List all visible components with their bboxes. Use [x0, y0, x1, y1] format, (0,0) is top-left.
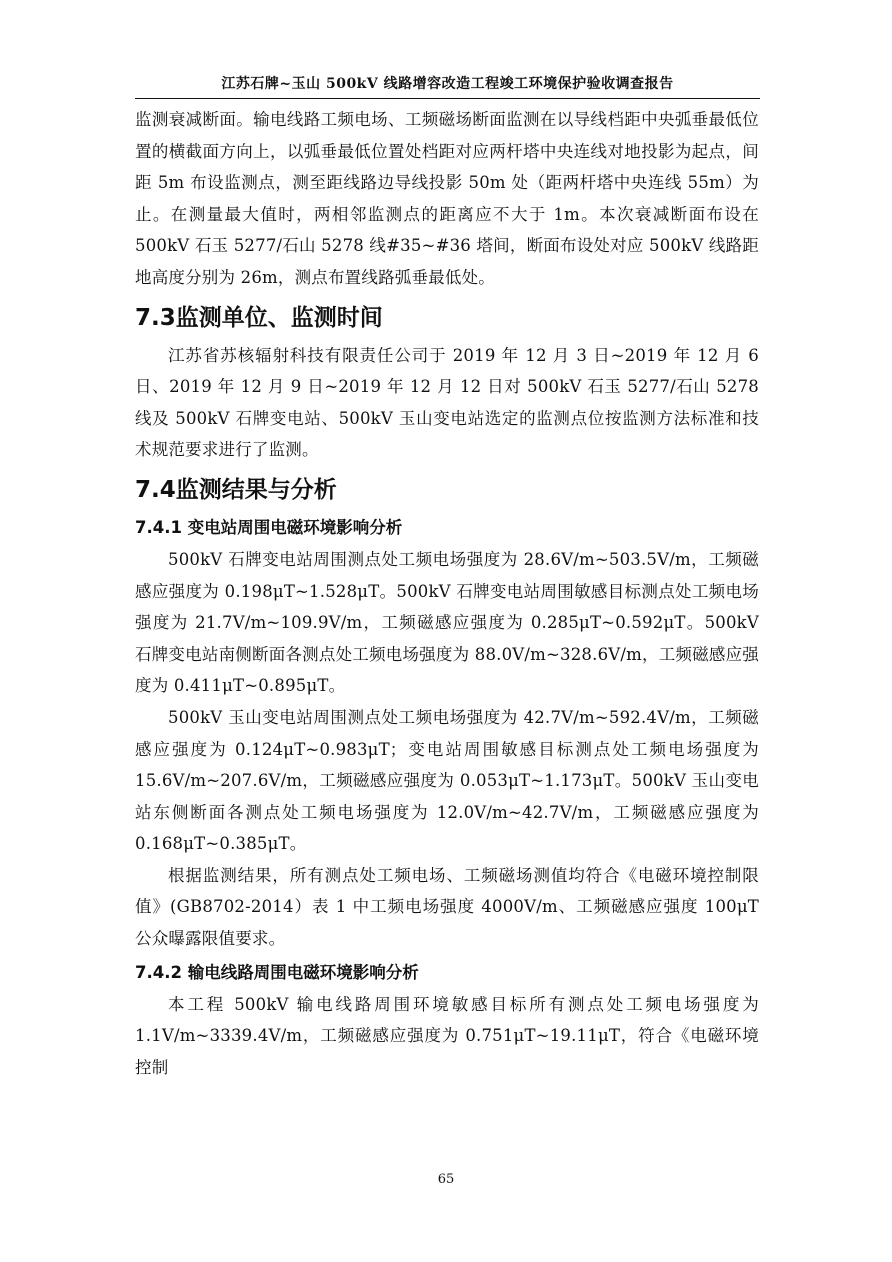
- subsection-7-4-1-paragraph-3: 根据监测结果，所有测点处工频电场、工频磁场测值均符合《电磁环境控制限值》(GB8702-2014）表 1 中工频电场强度 4000V/m、工频磁感应强度 100μT 公众曝露限值要求。: [135, 865, 759, 949]
- intro-paragraph: 监测衰减断面。输电线路工频电场、工频磁场断面监测在以导线档距中央弧垂最低位置的横截面方向上，以弧垂最低位置处档距对应两杆塔中央连线对地投影为起点，间距 5m 布设监测点，测至距线路边导线投影 50m 处（距两杆塔中央连线 55m）为止。在测量最大值时，两相邻监测点的距离应不大于 1m。本次衰减断面布设在 500kV 石玉 5277/石山 5278 线#35~#36 塔间，断面布设处对应 500kV 线路距地高度分别为 26m，测点布置线路弧垂最低处。: [135, 110, 759, 287]
- page-content: [135, 104, 759, 1083]
- header-rule: [135, 98, 760, 99]
- section-7-3-paragraph: 江苏省苏核辐射科技有限责任公司于 2019 年 12 月 3 日~2019 年 12 月 6 日、2019 年 12 月 9 日~2019 年 12 月 12 日对 500kV 石玉 5277/石山 5278 线及 500kV 石牌变电站、500kV 玉山变电站选定的监测点位按监测方法标准和技术规范要求进行了监测。: [135, 345, 759, 460]
- running-header: 江苏石牌~玉山 500kV 线路增容改造工程竣工环境保护验收调查报告: [221, 76, 674, 92]
- subsection-heading-7-4-1: 7.4.1 变电站周围电磁环境影响分析: [135, 517, 403, 537]
- subsection-7-4-2-paragraph-1: 本工程 500kV 输电线路周围环境敏感目标所有测点处工频电场强度为 1.1V/m~3339.4V/m，工频磁感应强度为 0.751μT~19.11μT，符合《电磁环境控制: [135, 994, 759, 1077]
- subsection-7-4-1-paragraph-2: 500kV 玉山变电站周围测点处工频电场强度为 42.7V/m~592.4V/m，工频磁感应强度为 0.124μT~0.983μT；变电站周围敏感目标测点处工频电场强度为 15.6V/m~207.6V/m，工频磁感应强度为 0.053μT~1.173μT。500kV 玉山变电站东侧断面各测点处工频电场强度为 12.0V/m~42.7V/m，工频磁感应强度为 0.168μT~0.385μT。: [135, 707, 759, 854]
- section-heading-7-4: 7.4监测结果与分析: [135, 476, 337, 503]
- subsection-heading-7-4-2: 7.4.2 输电线路周围电磁环境影响分析: [135, 962, 419, 982]
- section-heading-7-3: 7.3监测单位、监测时间: [135, 304, 383, 331]
- page-number: 65: [437, 1172, 455, 1187]
- subsection-7-4-1-paragraph-1: 500kV 石牌变电站周围测点处工频电场强度为 28.6V/m~503.5V/m，工频磁感应强度为 0.198μT~1.528μT。500kV 石牌变电站周围敏感目标测点处工频电场强度为 21.7V/m~109.9V/m，工频磁感应强度为 0.285μT~0.592μT。500kV 石牌变电站南侧断面各测点处工频电场强度为 88.0V/m~328.6V/m，工频磁感应强度为 0.411μT~0.895μT。: [135, 549, 759, 696]
